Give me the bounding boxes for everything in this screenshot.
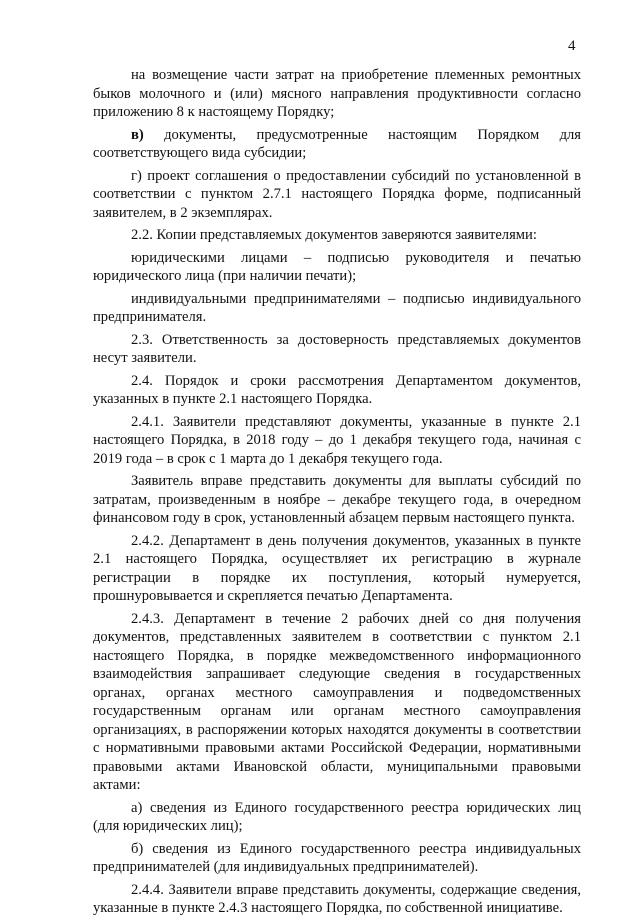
item-v-text: документы, предусмотренные настоящим Порядком для соответствующего вида субсидии; xyxy=(93,126,581,161)
document-body xyxy=(93,66,581,922)
paragraph-item-v xyxy=(93,126,581,163)
paragraph-item-g: г) проект соглашения о предоставлении субсидий по установленной в соответствии с пунктом 2.7.1 настоящего Порядка форме, подписанный заявителем, в 2 экземплярах. xyxy=(93,167,581,221)
paragraph-2-4-4: 2.4.4. Заявители вправе представить документы, содержащие сведения, указанные в пункте 2.4.3 настоящего Порядка, по собственной инициативе. xyxy=(93,881,581,916)
paragraph-individual-entrepreneurs: индивидуальными предпринимателями – подписью индивидуального предпринимателя. xyxy=(93,290,581,325)
paragraph-2-2: 2.2. Копии представляемых документов заверяются заявителями: xyxy=(131,227,537,243)
paragraph-2-3: 2.3. Ответственность за достоверность представляемых документов несут заявители. xyxy=(93,331,581,366)
paragraph-item-a: а) сведения из Единого государственного реестра юридических лиц (для юридических лиц); xyxy=(93,799,581,834)
paragraph-2-4-1: 2.4.1. Заявители представляют документы, указанные в пункте 2.1 настоящего Порядка, в 2018 году – до 1 декабря текущего года, начиная с 2019 года – в срок с 1 марта до 1 декабря текущего года. xyxy=(93,413,581,467)
paragraph-item-b: б) сведения из Единого государственного реестра индивидуальных предпринимателей (для индивидуальных предпринимателей). xyxy=(93,840,581,875)
paragraph-2-4-3: 2.4.3. Департамент в течение 2 рабочих дней со дня получения документов, представленных заявителем в соответствии с пунктом 2.1 настоящего Порядка, в порядке межведомственного информационного взаимодействия запрашивает следующие сведения в государственных органах, органах местного самоуправления и подведомственных государственным органам или органам местного самоуправления организациях, в распоряжении которых находятся документы в соответствии с нормативными правовыми актами Российской Федерации, нормативными правовыми актами Ивановской области, муниципальными правовыми актами: xyxy=(93,610,581,793)
paragraph-continuation: на возмещение части затрат на приобретение племенных ремонтных быков молочного и (или) мясного направления продуктивности согласно приложению 8 к настоящему Порядку; xyxy=(93,67,581,120)
paragraph-applicant-right: Заявитель вправе представить документы для выплаты субсидий по затратам, произведенным в ноябре – декабре текущего года, в очередном финансовом году в срок, установленный абзацем первым настоящего пункта. xyxy=(93,473,581,526)
paragraph-2-4-2: 2.4.2. Департамент в день получения документов, указанных в пункте 2.1 настоящего Порядка, осуществляет их регистрацию в журнале регистрации в порядке их поступления, который нумеруется, прошнуровывается и скрепляется печатью Департамента. xyxy=(93,532,581,604)
paragraph-2-4: 2.4. Порядок и сроки рассмотрения Департаментом документов, указанных в пункте 2.1 настоящего Порядка. xyxy=(93,372,581,407)
paragraph-legal-entities: юридическими лицами – подписью руководителя и печатью юридического лица (при наличии печати); xyxy=(93,249,581,284)
page-number: 4 xyxy=(568,38,576,54)
item-label-v: в) xyxy=(131,126,144,143)
